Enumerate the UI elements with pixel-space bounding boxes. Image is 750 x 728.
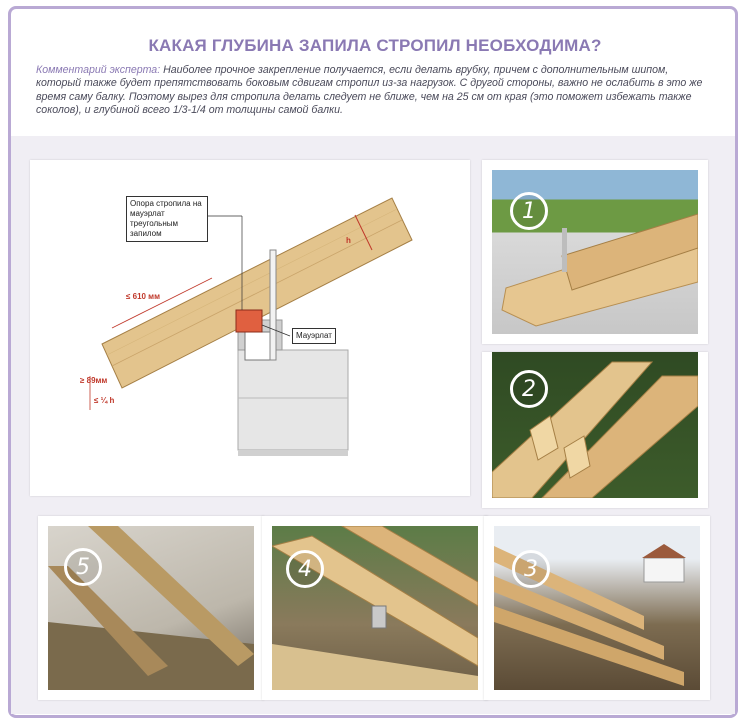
page-title: КАКАЯ ГЛУБИНА ЗАПИЛА СТРОПИЛ НЕОБХОДИМА? (148, 36, 602, 55)
photo-2 (492, 352, 698, 498)
photo-1-number: 1 (510, 192, 548, 230)
expert-comment (36, 64, 716, 117)
diagram-card (30, 160, 470, 496)
photo-card-4 (262, 516, 488, 700)
photo-card-3 (484, 516, 710, 700)
photo-3 (494, 526, 700, 690)
dim-89: ≥ 89мм (80, 376, 108, 385)
comment-text: Наиболее прочное закрепление получается, если делать врубку, причем с дополнительным шипом, который также будет препятствовать боковым сдвигам стропил из-за нагрузок. С другой стороны, важно не ослабить в это же время саму балку. Поэтому вырез для стропила делать следует не ближе, чем на 25 см от края (это поможет избежать также соколов), и глубиной всего 1/3-1/4 от толщины самой балки. (36, 64, 703, 116)
rafter-diagram (30, 160, 470, 496)
photo-card-5 (38, 516, 264, 700)
photo-3-number: 3 (512, 550, 550, 588)
photo-2-number: 2 (510, 370, 548, 408)
photo-1 (492, 170, 698, 334)
dim-quarter-h: ≤ ¼ h (94, 396, 115, 405)
photo-4 (272, 526, 478, 690)
h-label: h (346, 236, 351, 245)
dim-610: ≤ 610 мм (126, 292, 161, 301)
mauerlat-label: Мауэрлат (292, 328, 336, 344)
support-label: Опора стропила на мауэрлат треугольным запилом (126, 196, 208, 242)
photo-4-number: 4 (286, 550, 324, 588)
photo-5 (48, 526, 254, 690)
photo-card-2 (482, 352, 708, 508)
photo-card-1 (482, 160, 708, 344)
photo-5-number: 5 (64, 548, 102, 586)
comment-label: Комментарий эксперта: (36, 64, 161, 76)
